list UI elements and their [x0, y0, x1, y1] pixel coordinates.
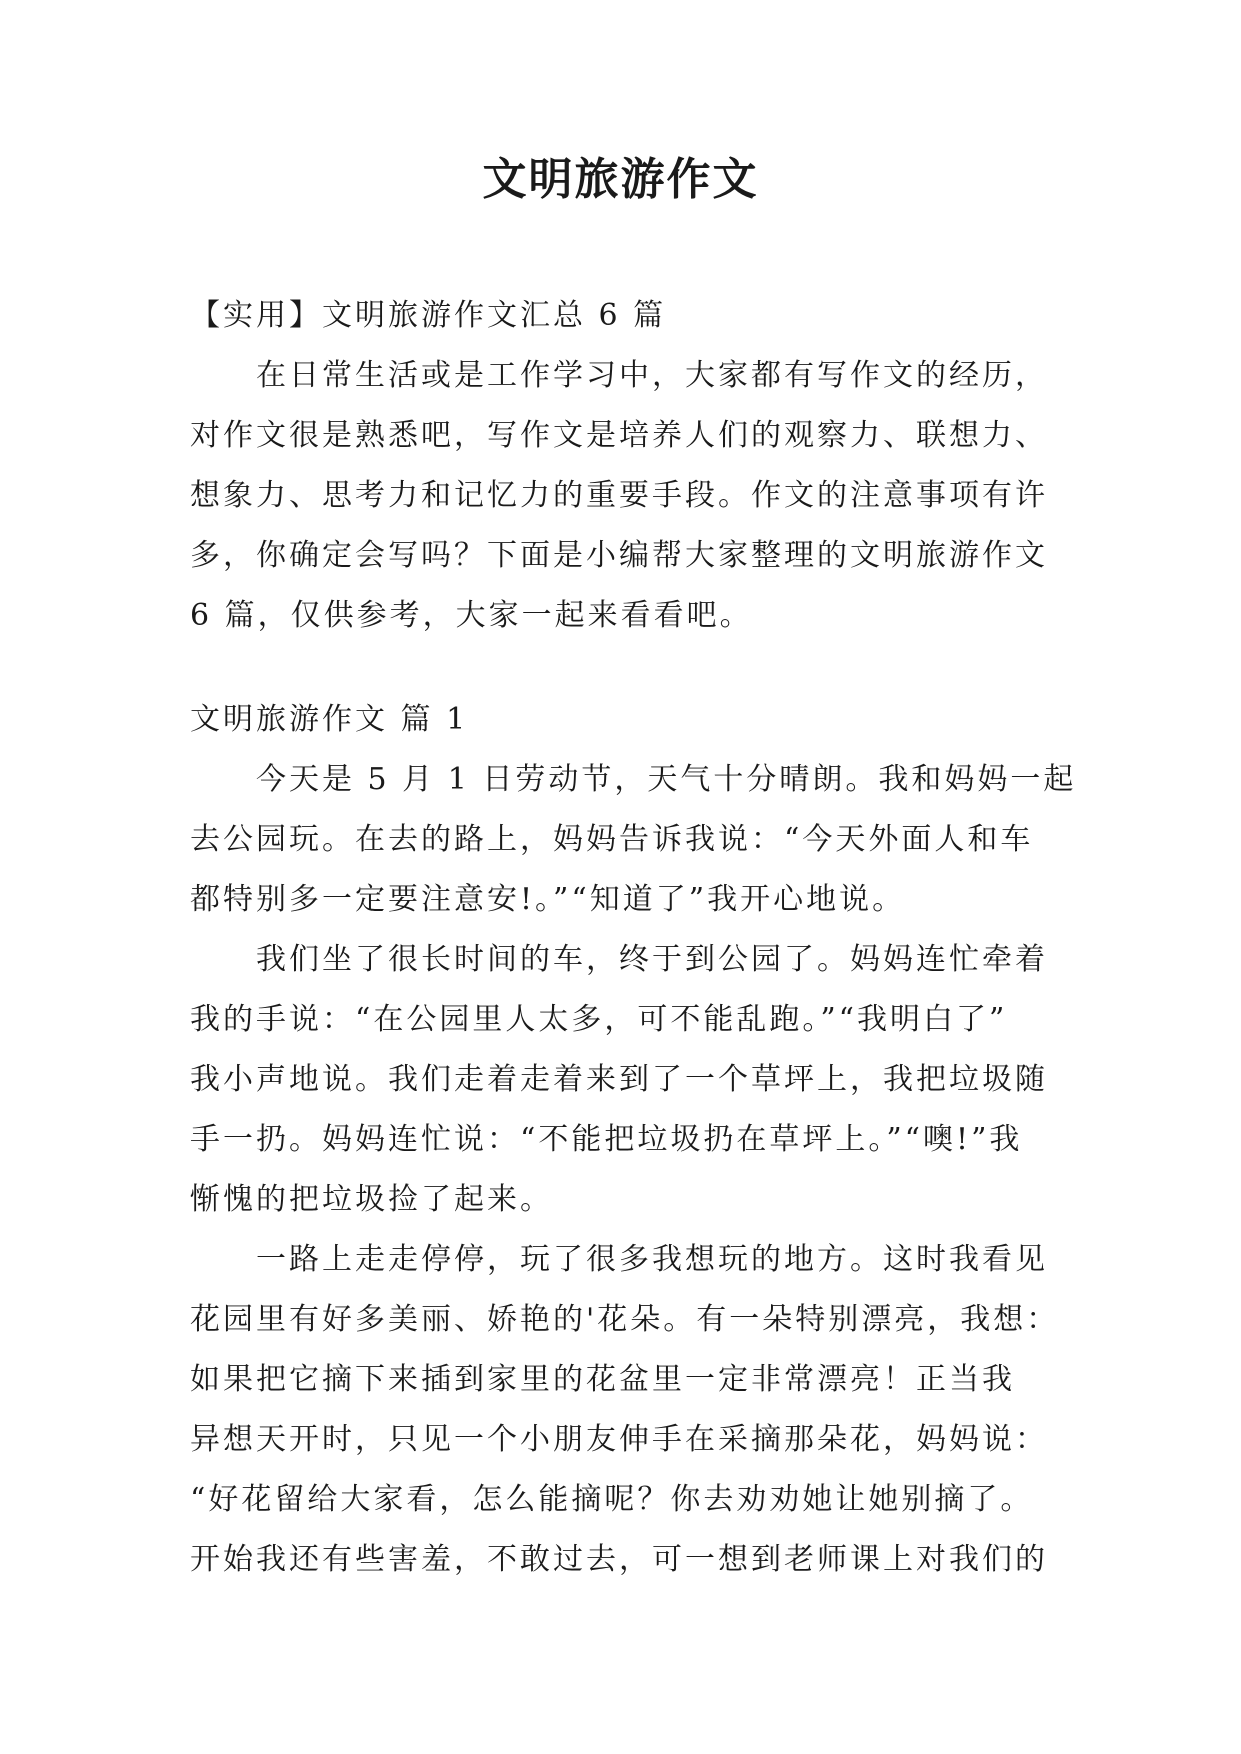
text-line: 我们坐了很长时间的车，终于到公园了。妈妈连忙牵着	[190, 942, 1048, 977]
text-line: 开始我还有些害羞，不敢过去，可一想到老师课上对我们的	[190, 1542, 1048, 1577]
text-line: 都特别多一定要注意安!。”“知道了”我开心地说。	[190, 882, 906, 917]
text-line: 对作文很是熟悉吧，写作文是培养人们的观察力、联想力、	[190, 418, 1048, 453]
document-body	[190, 286, 1077, 1590]
section-heading: 文明旅游作文 篇 1	[190, 702, 469, 737]
text-line: 异想天开时，只见一个小朋友伸手在采摘那朵花，妈妈说：	[190, 1422, 1048, 1457]
text-line: 惭愧的把垃圾捡了起来。	[190, 1182, 553, 1217]
text-line: 6 篇，仅供参考，大家一起来看看吧。	[190, 598, 753, 633]
text-line: 想象力、思考力和记忆力的重要手段。作文的注意事项有许	[190, 478, 1048, 513]
text-line: 在日常生活或是工作学习中，大家都有写作文的经历，	[190, 358, 1048, 393]
text-line: 去公园玩。在去的路上，妈妈告诉我说：“今天外面人和车	[190, 822, 1034, 857]
document-title: 文明旅游作文	[482, 154, 759, 205]
text-line: 一路上走走停停，玩了很多我想玩的地方。这时我看见	[190, 1242, 1048, 1277]
text-line: 花园里有好多美丽、娇艳的'花朵。有一朵特别漂亮，我想：	[190, 1302, 1060, 1337]
subtitle-line: 【实用】文明旅游作文汇总 6 篇	[190, 298, 667, 333]
text-line: “好花留给大家看，怎么能摘呢？你去劝劝她让她别摘了。	[190, 1482, 1034, 1517]
text-line: 我的手说：“在公园里人太多，可不能乱跑。”“我明白了”	[190, 1002, 1008, 1037]
text-line: 我小声地说。我们走着走着来到了一个草坪上，我把垃圾随	[190, 1062, 1048, 1097]
text-line: 今天是 5 月 1 日劳动节，天气十分晴朗。我和妈妈一起	[190, 762, 1077, 797]
text-line: 多，你确定会写吗？下面是小编帮大家整理的文明旅游作文	[190, 538, 1048, 573]
section-gap	[190, 646, 1070, 690]
text-line: 如果把它摘下来插到家里的花盆里一定非常漂亮！正当我	[190, 1362, 1015, 1397]
text-line: 手一扔。妈妈连忙说：“不能把垃圾扔在草坪上。”“噢!”我	[190, 1122, 1023, 1157]
